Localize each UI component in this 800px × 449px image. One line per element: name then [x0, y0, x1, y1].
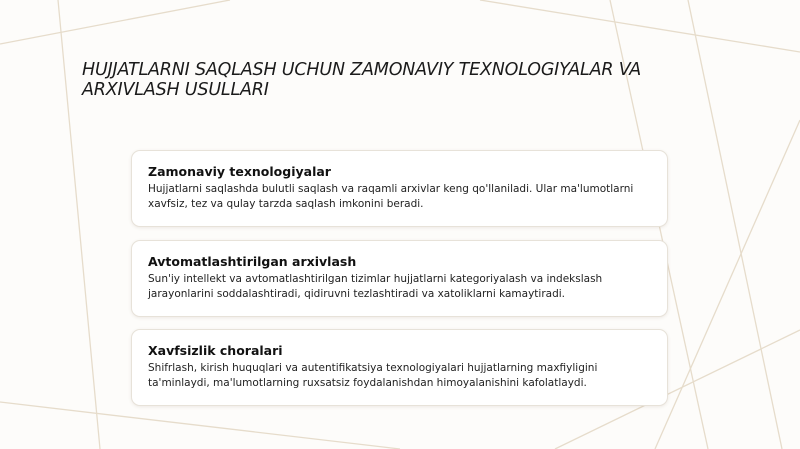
- slide-title: HUJJATLARNI SAQLASH UCHUN ZAMONAVIY TEXNOLOGIYALAR VA ARXIVLASH USULLARI: [82, 60, 642, 100]
- card-description: Shifrlash, kirish huquqlari va autentifikatsiya texnologiyalari hujjatlarning maxfiyligini ta'minlaydi, ma'lumotlarning ruxsatsiz foydalanishdan himoyalanishini kafolatlaydi.: [148, 362, 598, 389]
- card-description: Hujjatlarni saqlashda bulutli saqlash va raqamli arxivlar keng qo'llaniladi. Ular ma'lumotlarni xavfsiz, tez va qulay tarzda saqlash imkonini beradi.: [148, 183, 634, 210]
- info-card-modern-technologies: [131, 150, 668, 227]
- card-description: Sun'iy intellekt va avtomatlashtirilgan tizimlar hujjatlarni kategoriyalash va indekslash jarayonlarini soddalashtiradi, qidiruvni tezlashtiradi va xatoliklarni kamaytiradi.: [148, 273, 603, 300]
- card-heading: Avtomatlashtirilgan arxivlash: [148, 254, 357, 269]
- info-card-security-measures: [131, 329, 668, 406]
- info-card-automated-archiving: [131, 240, 668, 317]
- card-heading: Xavfsizlik choralari: [148, 343, 283, 358]
- card-heading: Zamonaviy texnologiyalar: [148, 164, 331, 179]
